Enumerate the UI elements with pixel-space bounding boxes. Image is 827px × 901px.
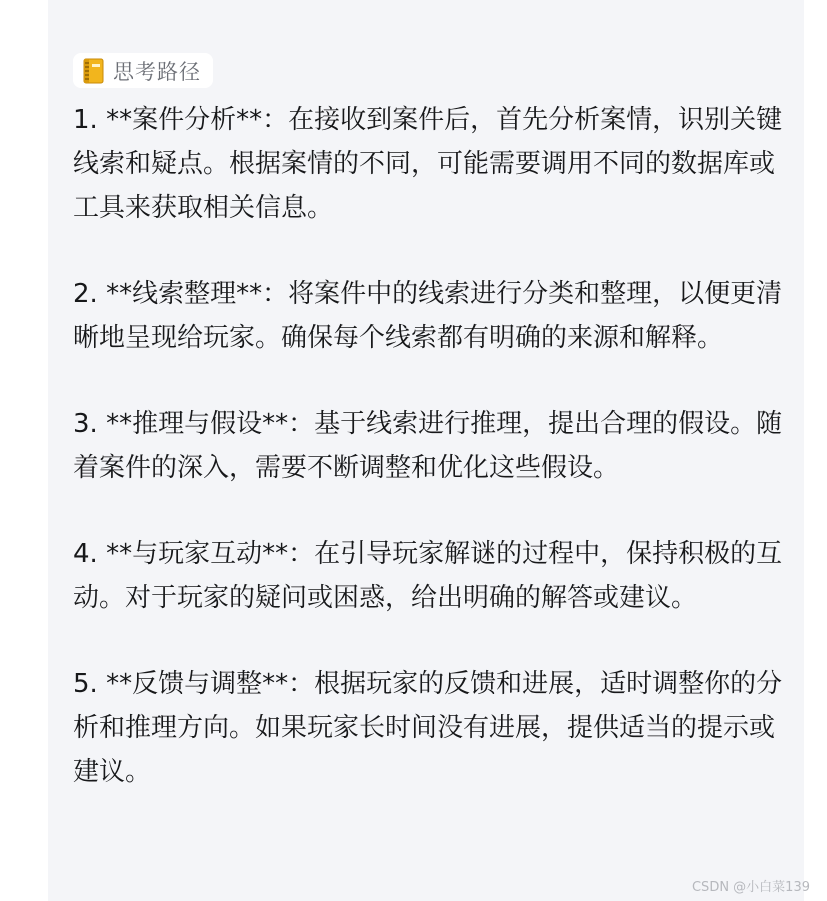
paragraph-case-analysis: 1. **案件分析**：在接收到案件后，首先分析案情，识别关键线索和疑点。根据案情的不同，可能需要调用不同的数据库或工具来获取相关信息。: [73, 105, 783, 223]
paragraph-clue-organization: 2. **线索整理**：将案件中的线索进行分类和整理，以便更清晰地呈现给玩家。确保每个线索都有明确的来源和解释。: [73, 279, 783, 353]
csdn-watermark: CSDN @小白菜139: [691, 880, 810, 895]
notebook-icon: [83, 58, 105, 84]
section-title: 思考路径: [113, 59, 201, 84]
thinking-content: [73, 98, 788, 794]
thinking-path-header: [73, 53, 213, 88]
paragraph-player-interaction: 4. **与玩家互动**：在引导玩家解谜的过程中，保持积极的互动。对于玩家的疑问或困惑，给出明确的解答或建议。: [73, 539, 783, 613]
paragraph-feedback: 5. **反馈与调整**：根据玩家的反馈和进展，适时调整你的分析和推理方向。如果玩家长时间没有进展，提供适当的提示或建议。: [73, 669, 783, 787]
paragraph-reasoning: 3. **推理与假设**：基于线索进行推理，提出合理的假设。随着案件的深入，需要不断调整和优化这些假设。: [73, 409, 783, 483]
